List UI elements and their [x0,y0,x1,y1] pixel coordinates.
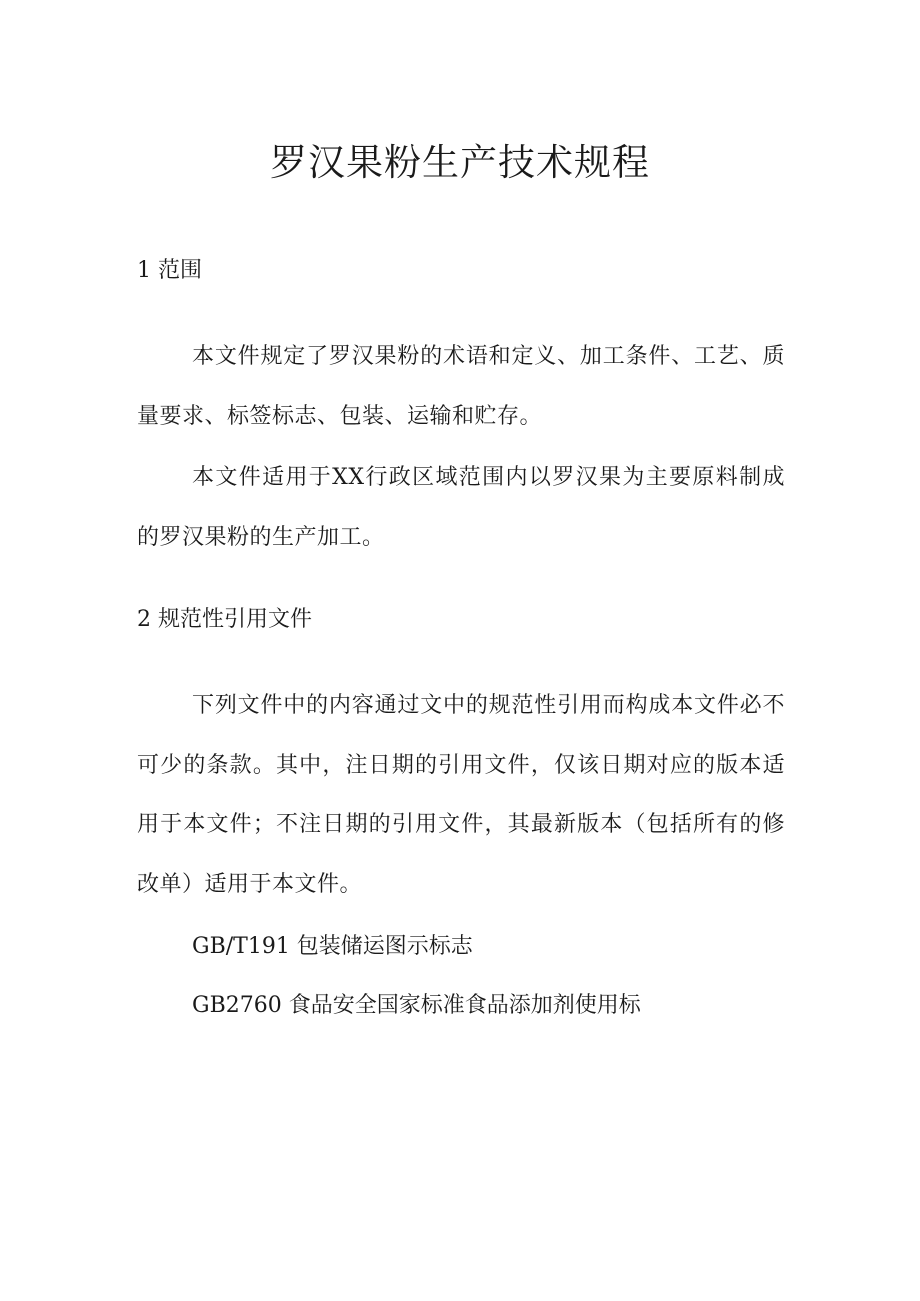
scope-paragraph-2: 本文件适用于XX行政区域范围内以罗汉果为主要原料制成的罗汉果粉的生产加工。 [137,465,785,550]
reference-item-gbt191: GB/T191 包装储运图示标志 [192,934,473,959]
references-intro-paragraph: 下列文件中的内容通过文中的规范性引用而构成本文件必不可少的条款。其中，注日期的引用文件，仅该日期对应的版本适用于本文件；不注日期的引用文件，其最新版本（包括所有的修改单）适用于本文件。 [137,693,785,897]
document-title: 罗汉果粉生产技术规程 [270,141,650,184]
section-heading-normative-references: 2 规范性引用文件 [137,607,312,632]
section-heading-scope: 1 范围 [137,258,202,283]
reference-item-gb2760: GB2760 食品安全国家标准食品添加剂使用标 [192,993,641,1018]
scope-paragraph-1: 本文件规定了罗汉果粉的术语和定义、加工条件、工艺、质量要求、标签标志、包装、运输和贮存。 [137,344,785,429]
